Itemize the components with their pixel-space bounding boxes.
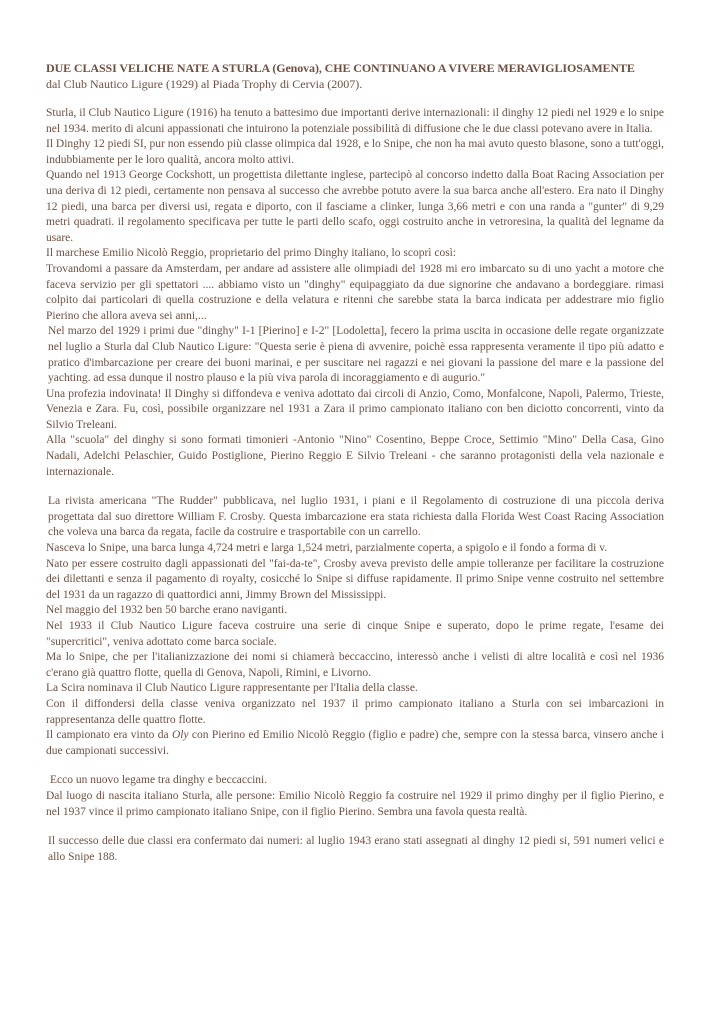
paragraph-spacer — [46, 820, 664, 834]
paragraph: Nasceva lo Snipe, una barca lunga 4,724 metri e larga 1,524 metri, parzialmente coperta, a spigolo e il fondo a forma di v. — [46, 542, 608, 555]
paragraph: Nel 1933 il Club Nautico Ligure faceva costruire una serie di cinque Snipe e superato, dopo le prime regate, l'esame dei "supercritici", veniva adottato come barca sociale. — [46, 620, 664, 648]
paragraph: Nato per essere costruito dagli appassionati del "fai-da-te", Crosby aveva previsto delle ampie tolleranze per facilitare la costruzione dei dilettanti e senza il pagamento di royalty, cosicché lo Snipe si diffuse rapidamente. Il primo Snipe venne costruito nel settembre del 1931 da un ragazzo di quattordici anni, Jimmy Brown del Mississippi. — [46, 557, 664, 601]
boat-name: Oly — [171, 729, 189, 742]
paragraph: Nel marzo del 1929 i primi due "dinghy" I-1 [Pierino] e I-2" [Lodoletta], fecero la prima uscita in occasione delle regate organizzate nel luglio a Sturla dal Club Nautico Ligure: "Questa serie è piena di avvenire, poichè essa rappresenta veramente il tipo più adatto e pratico d'imbarcazione per creare dei buoni marinai, e per suscitare nei ragazzi e nei giovani la passione del mare e la passione del yachting. ad essa dunque il nostro plauso e la più viva parola di incoraggiamento e di augurio." — [48, 325, 664, 385]
paragraph: Ma lo Snipe, che per l'italianizzazione dei nomi si chiamerà beccaccino, interessò anche i velisti di altre località e così nel 1936 c'erano già quattro flotte, quella di Genova, Napoli, Rimini, e Livorno. — [46, 651, 664, 679]
paragraph: Nel maggio del 1932 ben 50 barche erano naviganti. — [46, 604, 288, 617]
document-subtitle: dal Club Nautico Ligure (1929) al Piada Trophy di Cervia (2007). — [46, 77, 363, 91]
paragraph-spacer — [46, 759, 664, 773]
paragraph — [46, 728, 664, 759]
paragraph: Sturla, il Club Nautico Ligure (1916) ha tenuto a battesimo due importanti derive internazionali: il dinghy 12 piedi nel 1929 e lo snipe nel 1934. merito di alcuni appassionati che intuirono la potenziale possibilità di diffusione che le due classi potevano avere in Italia. — [46, 107, 664, 135]
paragraph: La rivista americana "The Rudder" pubblicava, nel luglio 1931, i piani e il Regolamento di costruzione di una piccola deriva progettata dal suo direttore William F. Crosby. Questa imbarcazione era stata richiesta dalla Florida West Coast Racing Association che voleva una barca da regata, facile da costruire e trasportabile con un carrello. — [48, 495, 664, 539]
paragraph: Il Dinghy 12 piedi SI, pur non essendo più classe olimpica dal 1928, e lo Snipe, che non ha mai avuto questo blasone, sono a tutt'oggi, indubbiamente per le loro qualità, ancora molto attivi. — [46, 138, 664, 166]
paragraph: Quando nel 1913 George Cockshott, un progettista dilettante inglese, partecipò al concorso indetto dalla Boat Racing Association per una deriva di 12 piedi, certamente non pensava al successo che avrebbe potuto avere la sua barca anche all'estero. Era nato il Dinghy 12 piedi, una barca per diversi usi, regata e diporto, con il fasciame a clinker, lunga 3,66 metri e con una randa a "gunter" di 9,29 metri quadrati. il regolamento specificava per tutte le parti dello scafo, oggi costruito anche in vetroresina, la qualità del legname da usare. — [46, 169, 664, 244]
paragraph-text: con Pierino ed Emilio Nicolò Reggio (figlio e padre) che, sempre con la stessa barca, vinsero anche i due campionati successivi. — [46, 729, 664, 757]
paragraph: Il successo delle due classi era confermato dai numeri: al luglio 1943 erano stati assegnati al dinghy 12 piedi si, 591 numeri velici e allo Snipe 188. — [48, 835, 664, 863]
paragraph: Il marchese Emilio Nicolò Reggio, proprietario del primo Dinghy italiano, lo scoprì così: — [46, 247, 457, 260]
paragraph: Alla "scuola" del dinghy si sono formati timonieri -Antonio "Nino" Cosentino, Beppe Croce, Settimio "Mino" Della Casa, Gino Nadali, Adelchi Pelaschier, Guido Postiglione, Pierino Reggio E Silvio Treleani - che saranno protagonisti della vela nazionale e internazionale. — [46, 434, 664, 478]
paragraph: Con il diffondersi della classe veniva organizzato nel 1937 il primo campionato italiano a Sturla con sei imbarcazioni in rappresentanza delle quattro flotte. — [46, 697, 664, 726]
paragraph-spacer — [46, 480, 664, 494]
paragraph-text: Il campionato era vinto da — [46, 729, 172, 742]
paragraph: Ecco un nuovo legame tra dinghy e beccaccini. — [50, 774, 268, 787]
document-title: DUE CLASSI VELICHE NATE A STURLA (Genova), CHE CONTINUANO A VIVERE MERAVIGLIOSAMENTE — [46, 61, 635, 75]
paragraph: Una profezia indovinata! Il Dinghy si diffondeva e veniva adottato dai circoli di Anzio, Como, Monfalcone, Napoli, Palermo, Trieste, Venezia e Zara. Fu, così, possibile organizzare nel 1931 a Zara il primo campionato italiano con ben diciotto concorrenti, vinto da Silvio Treleani. — [46, 387, 664, 431]
paragraph: Dal luogo di nascita italiano Sturla, alle persone: Emilio Nicolò Reggio fa costruire nel 1929 il primo dinghy per il figlio Pierino, e nel 1937 vince il primo campionato italiano Snipe, con il figlio Pierino. Sembra una favola questa realtà. — [46, 789, 664, 818]
paragraph: Trovandomi a passare da Amsterdam, per andare ad assistere alle olimpiadi del 1928 mi ero imbarcato su di uno yacht a motore che faceva servizio per gli spettatori .... abbiamo visto un "dinghy" equipaggiato da due signorine che andavano a bordeggiare. rimasi colpito dai particolari di quella costruzione e della velatura e ritenni che sarebbe stata la barca indicata per addestrare mio figlio Pierino che allora aveva sei anni,... — [46, 262, 664, 322]
paragraph: La Scira nominava il Club Nautico Ligure rappresentante per l'Italia della classe. — [46, 682, 418, 695]
